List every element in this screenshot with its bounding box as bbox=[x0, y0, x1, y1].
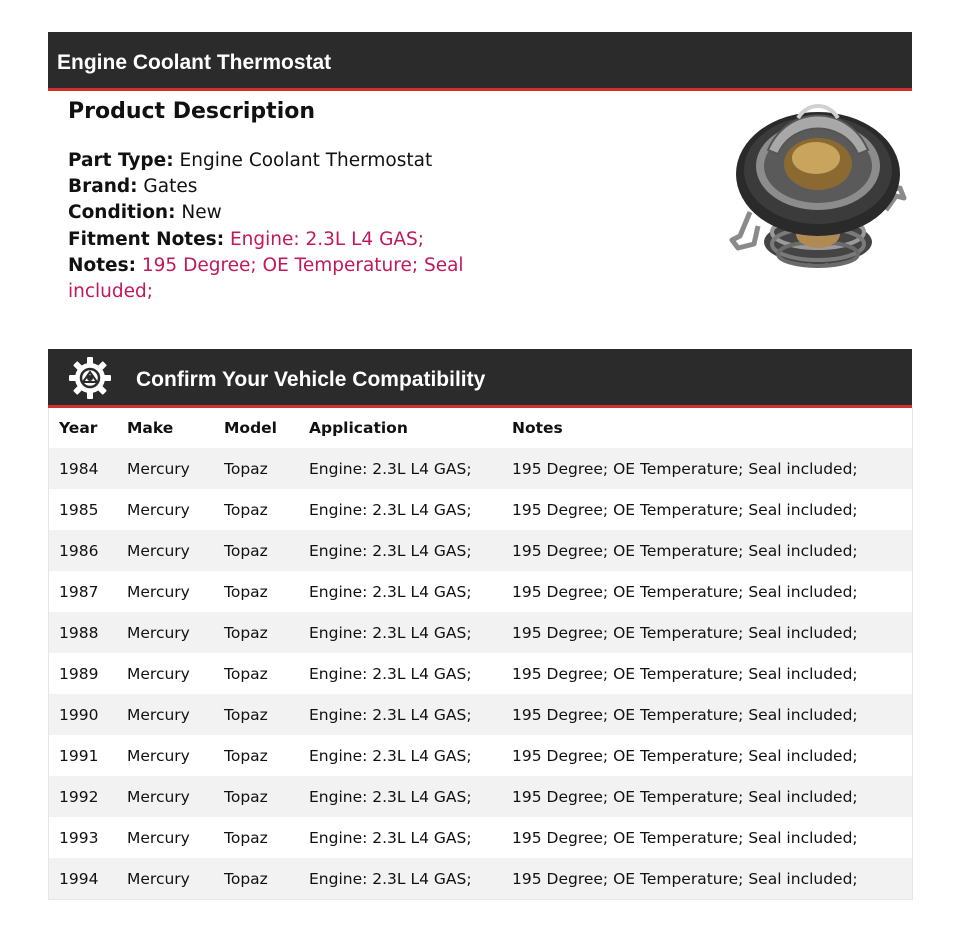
model-cell: Topaz bbox=[224, 582, 268, 601]
table-row bbox=[49, 571, 912, 612]
part-type-row bbox=[68, 148, 468, 174]
application-cell: Engine: 2.3L L4 GAS; bbox=[309, 705, 472, 724]
model-cell: Topaz bbox=[224, 828, 268, 847]
year-cell: 1994 bbox=[59, 869, 99, 888]
thermostat-product-image bbox=[728, 94, 908, 274]
table-body bbox=[49, 448, 912, 899]
notes-cell: 195 Degree; OE Temperature; Seal included; bbox=[512, 869, 858, 888]
gear-car-icon bbox=[68, 356, 112, 400]
notes-cell: 195 Degree; OE Temperature; Seal included; bbox=[512, 500, 858, 519]
make-cell: Mercury bbox=[127, 500, 190, 519]
product-title: Engine Coolant Thermostat bbox=[57, 51, 332, 74]
notes-cell: 195 Degree; OE Temperature; Seal included; bbox=[512, 787, 858, 806]
notes-cell: 195 Degree; OE Temperature; Seal included; bbox=[512, 582, 858, 601]
product-description bbox=[68, 96, 468, 305]
fitment-label: Fitment Notes: bbox=[68, 228, 225, 250]
notes-label: Notes: bbox=[68, 254, 136, 276]
table-row bbox=[49, 694, 912, 735]
compatibility-table bbox=[48, 408, 913, 900]
application-cell: Engine: 2.3L L4 GAS; bbox=[309, 623, 472, 642]
model-cell: Topaz bbox=[224, 746, 268, 765]
application-cell: Engine: 2.3L L4 GAS; bbox=[309, 746, 472, 765]
year-cell: 1991 bbox=[59, 746, 99, 765]
model-cell: Topaz bbox=[224, 705, 268, 724]
condition-value: New bbox=[181, 202, 222, 224]
fitment-value: Engine: 2.3L L4 GAS; bbox=[229, 228, 425, 250]
year-cell: 1993 bbox=[59, 828, 99, 847]
table-row bbox=[49, 448, 912, 489]
year-cell: 1986 bbox=[59, 541, 99, 560]
year-cell: 1988 bbox=[59, 623, 99, 642]
fitment-row bbox=[68, 227, 468, 253]
model-cell: Topaz bbox=[224, 869, 268, 888]
year-cell: 1990 bbox=[59, 705, 99, 724]
make-cell: Mercury bbox=[127, 787, 190, 806]
table-row bbox=[49, 858, 912, 899]
application-cell: Engine: 2.3L L4 GAS; bbox=[309, 787, 472, 806]
table-row bbox=[49, 817, 912, 858]
part-type-value: Engine Coolant Thermostat bbox=[179, 150, 433, 171]
notes-cell: 195 Degree; OE Temperature; Seal included; bbox=[512, 623, 858, 642]
notes-cell: 195 Degree; OE Temperature; Seal included; bbox=[512, 541, 858, 560]
year-cell: 1992 bbox=[59, 787, 99, 806]
application-cell: Engine: 2.3L L4 GAS; bbox=[309, 664, 472, 683]
brand-row bbox=[68, 174, 468, 200]
make-cell: Mercury bbox=[127, 664, 190, 683]
brand-label: Brand: bbox=[68, 176, 138, 198]
model-cell: Topaz bbox=[224, 787, 268, 806]
year-cell: 1985 bbox=[59, 500, 99, 519]
make-cell: Mercury bbox=[127, 582, 190, 601]
make-cell: Mercury bbox=[127, 459, 190, 478]
make-cell: Mercury bbox=[127, 869, 190, 888]
table-row bbox=[49, 489, 912, 530]
application-cell: Engine: 2.3L L4 GAS; bbox=[309, 459, 472, 478]
application-cell: Engine: 2.3L L4 GAS; bbox=[309, 500, 472, 519]
column-header-notes: Notes bbox=[512, 419, 563, 437]
notes-row bbox=[68, 253, 468, 305]
table-row bbox=[49, 530, 912, 571]
column-header-make: Make bbox=[127, 419, 174, 437]
compatibility-header-bar bbox=[48, 349, 912, 408]
model-cell: Topaz bbox=[224, 664, 268, 683]
table-row bbox=[49, 653, 912, 694]
application-cell: Engine: 2.3L L4 GAS; bbox=[309, 582, 472, 601]
notes-cell: 195 Degree; OE Temperature; Seal included; bbox=[512, 459, 858, 478]
notes-cell: 195 Degree; OE Temperature; Seal included; bbox=[512, 705, 858, 724]
application-cell: Engine: 2.3L L4 GAS; bbox=[309, 869, 472, 888]
application-cell: Engine: 2.3L L4 GAS; bbox=[309, 541, 472, 560]
notes-value: 195 Degree; OE Temperature; Seal included; bbox=[68, 254, 464, 303]
product-header-bar bbox=[48, 32, 912, 91]
column-header-model: Model bbox=[224, 419, 277, 437]
model-cell: Topaz bbox=[224, 623, 268, 642]
column-header-year: Year bbox=[59, 419, 98, 437]
year-cell: 1989 bbox=[59, 664, 99, 683]
compatibility-title: Confirm Your Vehicle Compatibility bbox=[136, 368, 486, 391]
table-row bbox=[49, 735, 912, 776]
make-cell: Mercury bbox=[127, 705, 190, 724]
part-type-label: Part Type: bbox=[68, 150, 174, 171]
table-row bbox=[49, 776, 912, 817]
year-cell: 1987 bbox=[59, 582, 99, 601]
model-cell: Topaz bbox=[224, 500, 268, 519]
application-cell: Engine: 2.3L L4 GAS; bbox=[309, 828, 472, 847]
column-header-application: Application bbox=[309, 419, 408, 437]
model-cell: Topaz bbox=[224, 541, 268, 560]
make-cell: Mercury bbox=[127, 746, 190, 765]
make-cell: Mercury bbox=[127, 623, 190, 642]
notes-cell: 195 Degree; OE Temperature; Seal included; bbox=[512, 746, 858, 765]
model-cell: Topaz bbox=[224, 459, 268, 478]
condition-row bbox=[68, 200, 468, 226]
notes-cell: 195 Degree; OE Temperature; Seal included; bbox=[512, 828, 858, 847]
description-heading: Product Description bbox=[68, 99, 316, 124]
year-cell: 1984 bbox=[59, 459, 99, 478]
make-cell: Mercury bbox=[127, 541, 190, 560]
table-row bbox=[49, 612, 912, 653]
notes-cell: 195 Degree; OE Temperature; Seal included; bbox=[512, 664, 858, 683]
make-cell: Mercury bbox=[127, 828, 190, 847]
table-header-row bbox=[49, 408, 912, 448]
brand-value: Gates bbox=[143, 176, 198, 198]
condition-label: Condition: bbox=[68, 202, 176, 224]
